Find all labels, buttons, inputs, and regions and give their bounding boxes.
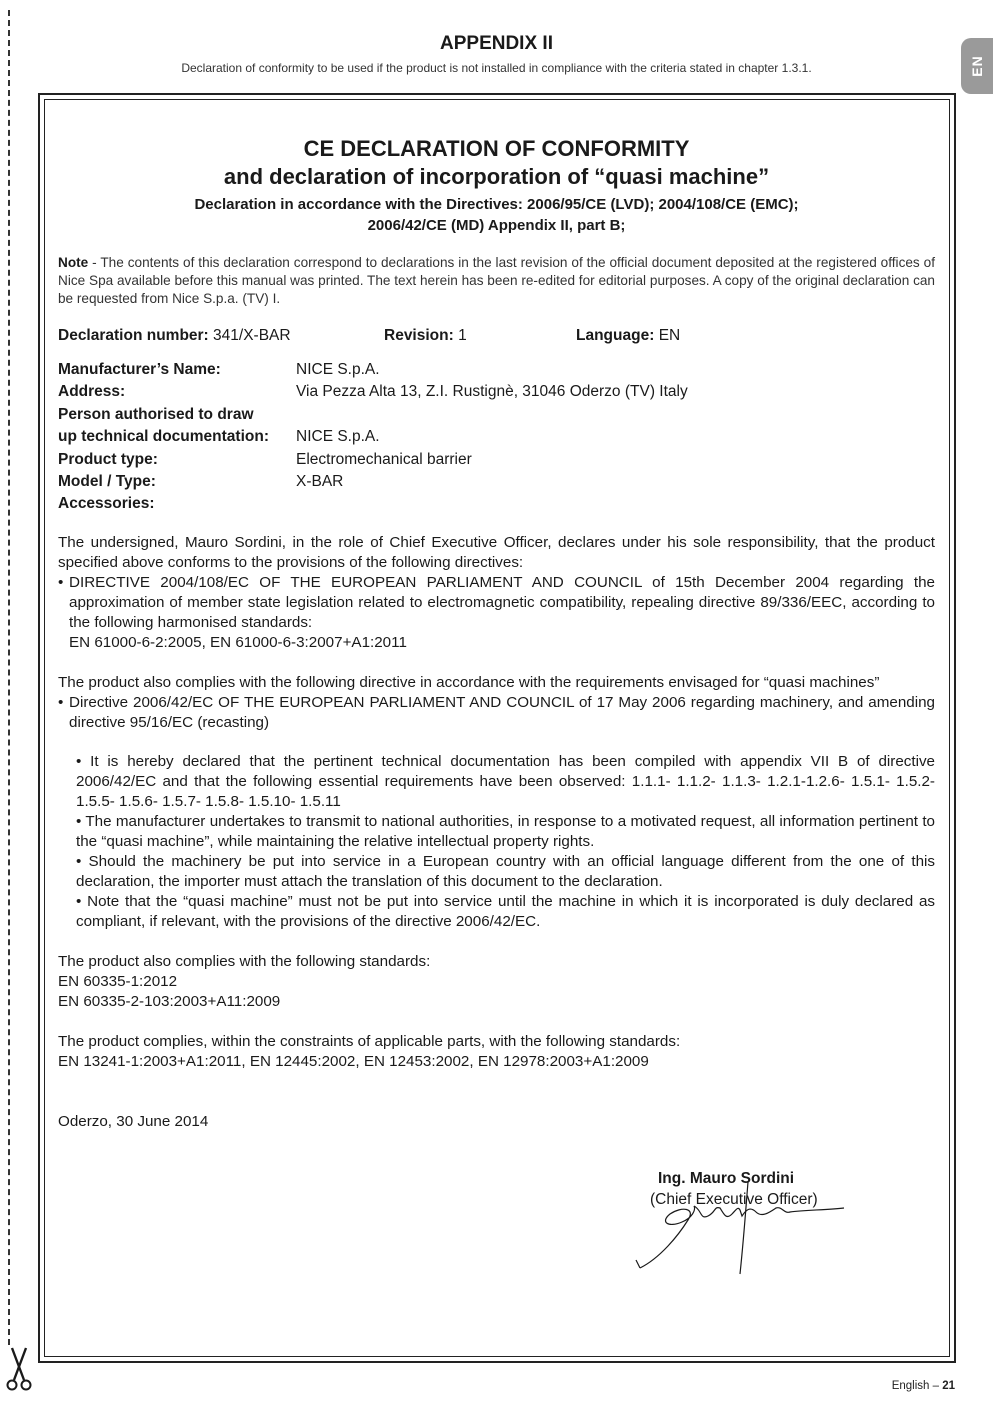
revision-value: 1 bbox=[458, 327, 467, 344]
appendix-subtitle: Declaration of conformity to be used if the product is not installed in compliance with the criteria stated in chapter 1.3.1. bbox=[181, 61, 812, 75]
declaration-title-2: and declaration of incorporation of “quasi machine” bbox=[223, 164, 770, 189]
standards-block bbox=[58, 952, 935, 1012]
note-paragraph bbox=[58, 254, 935, 308]
sub-bullet: • It is hereby declared that the pertinent technical documentation has been compiled with appendix VII B of directive 2006/42/EC and that the following essential requirements have been observed: 1.1.1- 1.1.2- 1.1.3- 1.2.1-1.2.6- 1.5.1- 1.5.2- 1.5.5- 1.5.6- 1.5.7- 1.5.8- 1.5.10- 1.5.11 bbox=[76, 752, 935, 810]
info-value: NICE S.p.A. bbox=[296, 428, 380, 446]
bullet-dot: • bbox=[58, 573, 64, 591]
standard-item: EN 60335-1:2012 bbox=[58, 972, 178, 990]
sub-bullet: • Should the machinery be put into service in a European country with an official language different from the one of this declaration, the importer must attach the translation of this document to the declaration. bbox=[76, 852, 935, 890]
language-value: EN bbox=[658, 327, 681, 344]
declaration-number bbox=[58, 326, 384, 346]
directives-line-1: Declaration in accordance with the Directives: 2006/95/CE (LVD); 2004/108/CE (EMC); bbox=[194, 196, 799, 213]
language-tab-label: EN bbox=[969, 55, 985, 77]
language bbox=[576, 326, 680, 346]
bullet-dot: • bbox=[58, 693, 64, 711]
emc-standards: EN 61000-6-2:2005, EN 61000-6-3:2007+A1:2011 bbox=[69, 633, 407, 651]
declaration-meta-row bbox=[58, 326, 935, 346]
info-row bbox=[58, 426, 935, 448]
info-row bbox=[58, 404, 935, 426]
handwritten-signature bbox=[630, 1176, 850, 1276]
emc-directive-content bbox=[69, 573, 935, 653]
md-directive-text: Directive 2006/42/EC OF THE EUROPEAN PARLIAMENT AND COUNCIL of 17 May 2006 regarding machinery, and amending directive 95/16/EC (recasting) bbox=[69, 693, 935, 731]
note-text: - The contents of this declaration correspond to declarations in the last revision of the official document deposited at the registered offices of Nice Spa available before this manual was printed. The text herein has been re-edited for editorial purposes. A copy of the original declaration can be requested from Nice S.p.a. (TV) I. bbox=[58, 255, 935, 306]
directives-heading bbox=[58, 194, 935, 236]
signatory-role: (Chief Executive Officer) bbox=[650, 1191, 818, 1208]
sub-bullet: • The manufacturer undertakes to transmit to national authorities, in response to a motivated request, all information pertinent to the “quasi machine”, while maintaining the relative intellectual property rights. bbox=[76, 812, 935, 850]
cut-line bbox=[8, 10, 10, 1345]
quasi-machine-intro: The product also complies with the following directive in accordance with the requirements envisaged for “quasi machines” bbox=[58, 673, 880, 691]
standard-item: EN 60335-2-103:2003+A11:2009 bbox=[58, 992, 281, 1010]
place-date: Oderzo, 30 June 2014 bbox=[58, 1112, 209, 1130]
info-value: Via Pezza Alta 13, Z.I. Rustignè, 31046 Oderzo (TV) Italy bbox=[296, 383, 688, 401]
footer-language: English – bbox=[891, 1380, 943, 1392]
info-row bbox=[58, 449, 935, 471]
revision bbox=[384, 326, 576, 346]
scissors-icon bbox=[4, 1346, 34, 1392]
page-number: 21 bbox=[942, 1380, 955, 1392]
language-label: Language: bbox=[576, 327, 655, 344]
signatory-name: Ing. Mauro Sordini bbox=[658, 1170, 795, 1187]
info-row bbox=[58, 359, 935, 381]
declaration-number-label: Declaration number: bbox=[58, 327, 209, 344]
info-row bbox=[58, 471, 935, 493]
info-row bbox=[58, 493, 935, 515]
constraints-standards: EN 13241-1:2003+A1:2011, EN 12445:2002, EN 12453:2002, EN 12978:2003+A1:2009 bbox=[58, 1052, 649, 1070]
manufacturer-info bbox=[58, 359, 935, 516]
emc-directive-text: DIRECTIVE 2004/108/EC OF THE EUROPEAN PARLIAMENT AND COUNCIL of 15th December 2004 regarding the approximation of member state legislation related to electromagnetic compatibility, repealing directive 89/336/EEC, according to the following harmonised standards: bbox=[69, 573, 935, 631]
appendix-title: APPENDIX II bbox=[440, 33, 553, 54]
info-row bbox=[58, 381, 935, 403]
info-value: X-BAR bbox=[296, 473, 344, 491]
md-directive-bullet bbox=[58, 693, 935, 733]
declaration-content bbox=[58, 135, 935, 1132]
info-value: NICE S.p.A. bbox=[296, 361, 380, 378]
info-label: Product type: bbox=[58, 450, 158, 468]
revision-label: Revision: bbox=[384, 327, 454, 344]
info-label: up technical documentation: bbox=[58, 428, 269, 446]
md-sub-bullets bbox=[58, 752, 935, 932]
declaration-number-value: 341/X-BAR bbox=[213, 327, 291, 344]
info-label: Model / Type: bbox=[58, 473, 156, 491]
emc-directive-bullet bbox=[58, 573, 935, 653]
info-label: Accessories: bbox=[58, 495, 155, 513]
declaration-title: CE DECLARATION OF CONFORMITY bbox=[303, 136, 690, 161]
info-label: Address: bbox=[58, 383, 126, 401]
note-label: Note bbox=[58, 255, 89, 270]
directives-line-2: 2006/42/CE (MD) Appendix II, part B; bbox=[367, 217, 626, 234]
sub-bullet: • Note that the “quasi machine” must not be put into service until the machine in which it is incorporated is duly declared as compliant, if relevant, with the provisions of the directive 2006/42/EC. bbox=[76, 892, 935, 930]
info-value: Electromechanical barrier bbox=[296, 450, 472, 468]
constraints-intro: The product complies, within the constraints of applicable parts, with the following standards: bbox=[58, 1032, 681, 1050]
page-footer bbox=[892, 1380, 955, 1392]
info-label: Person authorised to draw bbox=[58, 405, 254, 423]
standards-intro: The product also complies with the following standards: bbox=[58, 952, 431, 970]
info-label: Manufacturer’s Name: bbox=[58, 361, 221, 378]
intro-paragraph: The undersigned, Mauro Sordini, in the role of Chief Executive Officer, declares under his sole responsibility, that the product specified above conforms to the provisions of the following directives: bbox=[58, 533, 935, 571]
constraints-block bbox=[58, 1032, 935, 1072]
